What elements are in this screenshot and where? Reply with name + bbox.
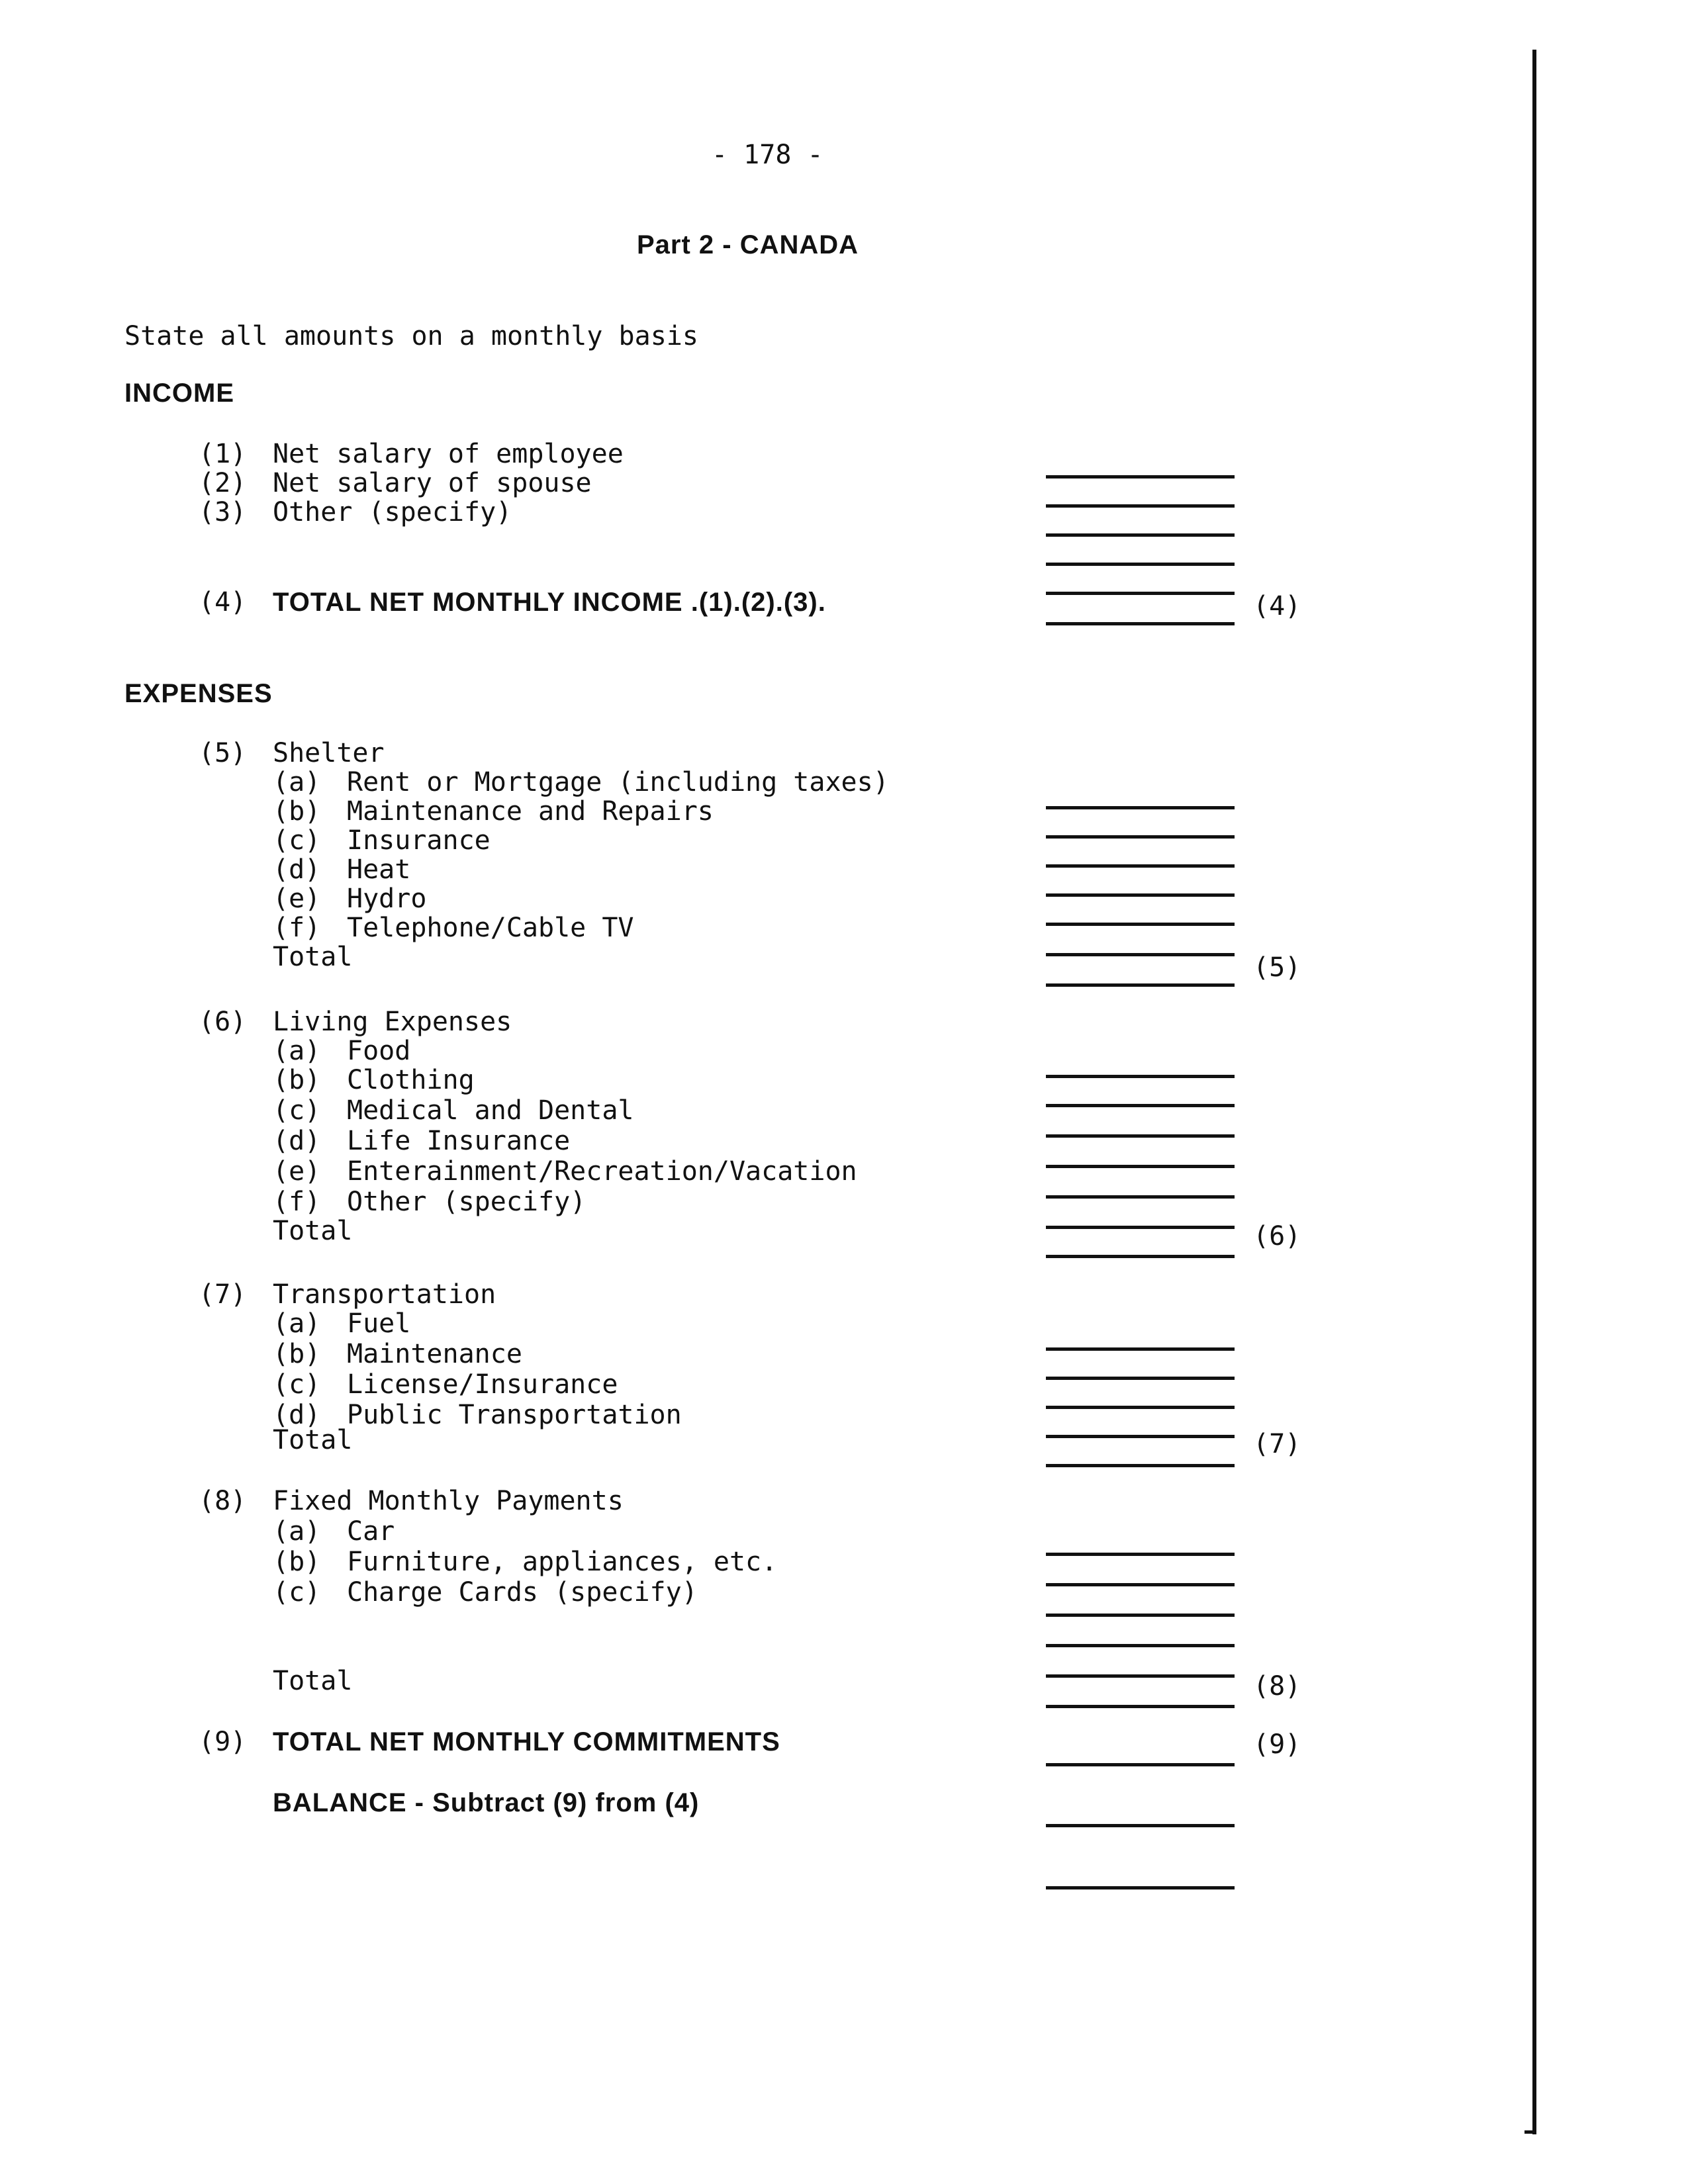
shelter-item-b-letter: (b): [273, 796, 321, 827]
transport-title: Transportation: [273, 1279, 496, 1310]
income-total-ref: (4): [1253, 591, 1301, 621]
income-line-2-label: Net salary of spouse: [273, 468, 592, 498]
shelter-item-d-label: Heat: [347, 854, 411, 885]
fixed-item-a-letter: (a): [273, 1516, 321, 1547]
shelter-total-label: Total: [273, 942, 353, 972]
shelter-item-e-label: Hydro: [347, 884, 427, 914]
living-item-b-blank[interactable]: [1046, 1104, 1235, 1107]
shelter-item-b-blank[interactable]: [1046, 835, 1235, 839]
fixed-item-c-letter: (c): [273, 1577, 321, 1608]
living-item-e-letter: (e): [273, 1156, 321, 1187]
fixed-item-b-letter: (b): [273, 1547, 321, 1577]
transport-item-d-label: Public Transportation: [347, 1400, 682, 1430]
shelter-item-d-letter: (d): [273, 854, 321, 885]
living-item-d-label: Life Insurance: [347, 1126, 571, 1156]
transport-item-c-blank[interactable]: [1046, 1406, 1235, 1409]
income-line-2-blank[interactable]: [1046, 504, 1235, 508]
commitments-num: (9): [199, 1727, 247, 1757]
commitments-blank[interactable]: [1046, 1763, 1235, 1766]
shelter-item-f-blank[interactable]: [1046, 953, 1235, 956]
living-item-a-label: Food: [347, 1036, 411, 1066]
transport-item-b-letter: (b): [273, 1339, 321, 1369]
instruction-text: State all amounts on a monthly basis: [124, 321, 698, 351]
transport-num: (7): [199, 1279, 247, 1310]
transport-total-ref: (7): [1253, 1429, 1301, 1459]
margin-bar: [1532, 50, 1536, 2134]
shelter-item-f-letter: (f): [273, 913, 321, 943]
income-total-blank-top[interactable]: [1046, 592, 1235, 595]
transport-item-d-blank[interactable]: [1046, 1435, 1235, 1438]
income-total-blank[interactable]: [1046, 622, 1235, 625]
shelter-item-d-blank[interactable]: [1046, 893, 1235, 897]
shelter-total-blank[interactable]: [1046, 983, 1235, 987]
fixed-item-c-blank[interactable]: [1046, 1614, 1235, 1617]
transport-item-a-label: Fuel: [347, 1308, 411, 1339]
fixed-total-label: Total: [273, 1666, 353, 1696]
shelter-item-e-letter: (e): [273, 884, 321, 914]
transport-item-b-blank[interactable]: [1046, 1377, 1235, 1380]
living-title: Living Expenses: [273, 1007, 512, 1037]
living-item-e-blank[interactable]: [1046, 1195, 1235, 1199]
living-item-c-letter: (c): [273, 1095, 321, 1126]
living-item-e-label: Enterainment/Recreation/Vacation: [347, 1156, 857, 1187]
shelter-item-a-letter: (a): [273, 767, 321, 797]
shelter-item-b-label: Maintenance and Repairs: [347, 796, 714, 827]
transport-item-a-blank[interactable]: [1046, 1347, 1235, 1351]
fixed-item-c-extra-blank[interactable]: [1046, 1644, 1235, 1647]
fixed-num: (8): [199, 1486, 247, 1516]
shelter-item-c-letter: (c): [273, 825, 321, 856]
margin-tick: [1524, 2130, 1535, 2134]
living-item-f-letter: (f): [273, 1187, 321, 1217]
living-item-c-label: Medical and Dental: [347, 1095, 634, 1126]
living-item-d-blank[interactable]: [1046, 1165, 1235, 1168]
transport-item-d-letter: (d): [273, 1400, 321, 1430]
living-item-c-blank[interactable]: [1046, 1134, 1235, 1138]
fixed-item-b-blank[interactable]: [1046, 1583, 1235, 1586]
income-line-3-extra-blank[interactable]: [1046, 563, 1235, 566]
shelter-item-a-blank[interactable]: [1046, 806, 1235, 809]
fixed-total-blank[interactable]: [1046, 1705, 1235, 1708]
income-line-1-label: Net salary of employee: [273, 439, 624, 469]
fixed-title: Fixed Monthly Payments: [273, 1486, 624, 1516]
income-line-1-num: (1): [199, 439, 247, 469]
shelter-num: (5): [199, 738, 247, 768]
living-item-f-label: Other (specify): [347, 1187, 586, 1217]
income-line-2-num: (2): [199, 468, 247, 498]
income-total-label: TOTAL NET MONTHLY INCOME .(1).(2).(3).: [273, 588, 826, 617]
fixed-total-ref: (8): [1253, 1671, 1301, 1702]
living-item-a-letter: (a): [273, 1036, 321, 1066]
fixed-item-a-blank[interactable]: [1046, 1553, 1235, 1556]
fixed-item-b-label: Furniture, appliances, etc.: [347, 1547, 778, 1577]
commitments-ref: (9): [1253, 1729, 1301, 1760]
page-number: - 178 -: [712, 140, 823, 170]
income-title: INCOME: [124, 379, 234, 408]
balance-label: BALANCE - Subtract (9) from (4): [273, 1788, 700, 1817]
fixed-item-a-label: Car: [347, 1516, 395, 1547]
fixed-total-blank-top[interactable]: [1046, 1674, 1235, 1678]
transport-item-c-label: License/Insurance: [347, 1369, 618, 1400]
shelter-total-ref: (5): [1253, 952, 1301, 983]
transport-item-b-label: Maintenance: [347, 1339, 522, 1369]
living-item-b-letter: (b): [273, 1065, 321, 1095]
transport-total-blank[interactable]: [1046, 1464, 1235, 1467]
page-heading: Part 2 - CANADA: [637, 230, 859, 259]
income-line-3-blank[interactable]: [1046, 533, 1235, 537]
living-item-f-blank[interactable]: [1046, 1226, 1235, 1229]
shelter-item-c-blank[interactable]: [1046, 864, 1235, 868]
living-item-b-label: Clothing: [347, 1065, 475, 1095]
shelter-item-e-blank[interactable]: [1046, 923, 1235, 926]
living-item-d-letter: (d): [273, 1126, 321, 1156]
living-total-label: Total: [273, 1216, 353, 1246]
living-total-blank[interactable]: [1046, 1255, 1235, 1258]
commitments-label: TOTAL NET MONTHLY COMMITMENTS: [273, 1727, 780, 1756]
balance-blank[interactable]: [1046, 1824, 1235, 1827]
transport-total-label: Total: [273, 1425, 353, 1455]
income-line-1-blank[interactable]: [1046, 475, 1235, 478]
income-line-3-label: Other (specify): [273, 497, 512, 527]
shelter-item-a-label: Rent or Mortgage (including taxes): [347, 767, 889, 797]
transport-item-c-letter: (c): [273, 1369, 321, 1400]
shelter-item-f-label: Telephone/Cable TV: [347, 913, 634, 943]
shelter-item-c-label: Insurance: [347, 825, 491, 856]
income-line-3-num: (3): [199, 497, 247, 527]
shelter-title: Shelter: [273, 738, 385, 768]
balance-result-blank[interactable]: [1046, 1886, 1235, 1889]
expenses-title: EXPENSES: [124, 679, 273, 708]
living-total-ref: (6): [1253, 1221, 1301, 1251]
fixed-item-c-label: Charge Cards (specify): [347, 1577, 698, 1608]
living-num: (6): [199, 1007, 247, 1037]
living-item-a-blank[interactable]: [1046, 1075, 1235, 1078]
transport-item-a-letter: (a): [273, 1308, 321, 1339]
income-total-num: (4): [199, 587, 247, 617]
